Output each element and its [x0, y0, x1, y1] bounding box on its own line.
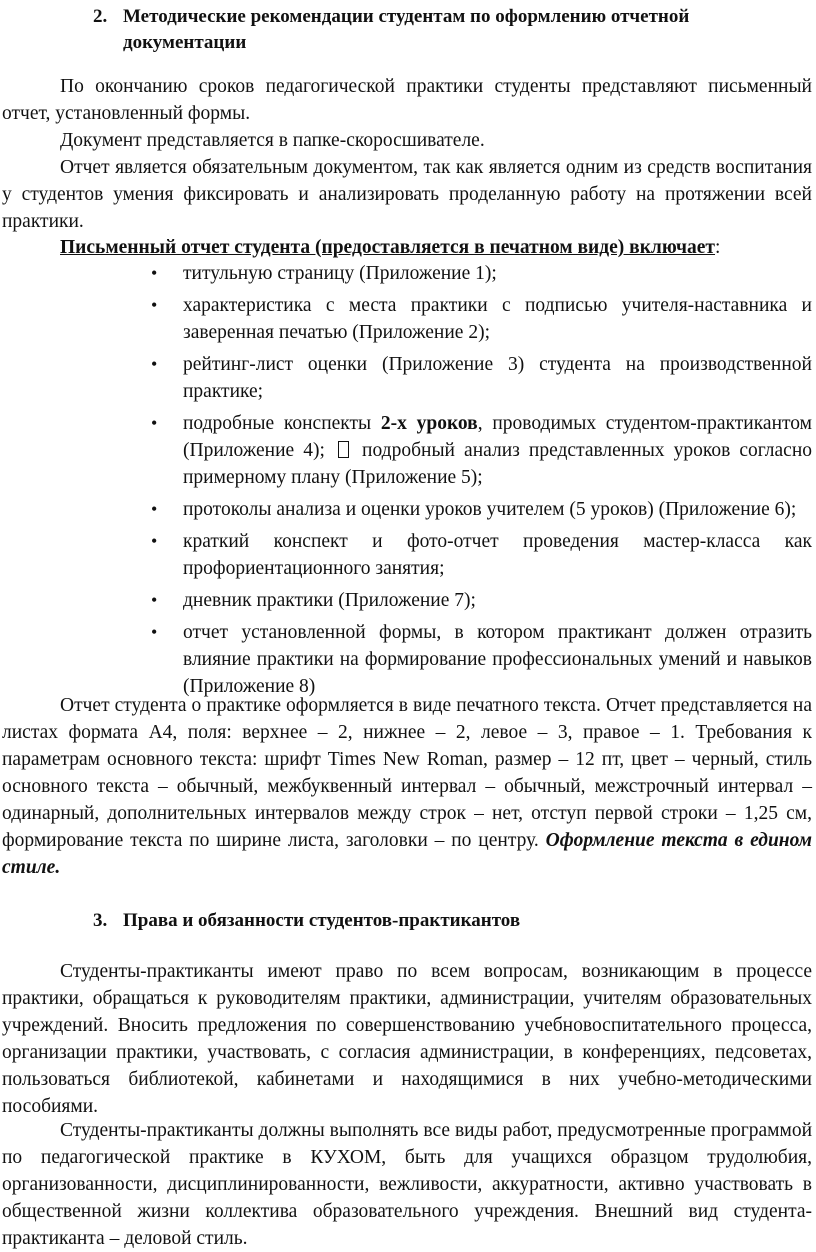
- list-item: [0, 410, 812, 491]
- list-item: [0, 528, 812, 582]
- missing-glyph-box-icon: [338, 441, 349, 458]
- bullet-icon: •: [151, 590, 158, 610]
- section-3-title: Права и обязанности студентов-практикантов: [123, 910, 521, 931]
- section-2-paragraph-4: [2, 692, 812, 881]
- section-2-paragraph-3: Отчет является обязательным документом, так как является одним из средств воспитания у студентов умения фиксировать и анализировать проделанную работу на протяжении всей практики.: [2, 157, 812, 232]
- section-3-paragraph-2: Студенты-практиканты должны выполнять все виды работ, предусмотренные программой по педагогической практике в КУХОМ, быть для учащихся образцом трудолюбия, организованности, дисциплинированности, вежливости, аккуратности, активно участвовать в общественной жизни коллектива образовательного учреждения. Внешний вид студента-практиканта – деловой стиль.: [2, 1120, 812, 1249]
- bullet-icon: •: [151, 295, 158, 315]
- list-item-text: характеристика с места практики с подписью учителя-наставника и заверенная печатью (Приложение 2);: [183, 295, 812, 343]
- list-item-text-pre: подробные конспекты: [183, 413, 381, 434]
- section-3-number: 3.: [93, 910, 108, 931]
- list-item-text-bold: 2-х уроков: [380, 413, 478, 434]
- bullet-icon: •: [151, 531, 158, 551]
- report-contents-intro-bold: Письменный отчет студента (предоставляется в печатном виде) включает: [60, 237, 716, 258]
- list-item-text: дневник практики (Приложение 7);: [183, 590, 476, 611]
- bullet-icon: •: [151, 499, 158, 519]
- report-contents-intro-colon: :: [715, 237, 721, 258]
- report-contents-intro: [2, 234, 812, 261]
- section-2-paragraph-2: Документ представляется в папке-скоросшивателе.: [60, 130, 485, 151]
- formatting-emphasis: Оформление текста в едином стиле.: [2, 830, 812, 878]
- list-item: [0, 351, 812, 405]
- section-3-heading: [93, 908, 783, 934]
- list-item-text: отчет установленной формы, в котором практикант должен отразить влияние практики на формирование профессиональных умений и навыков (Приложение 8): [183, 622, 812, 697]
- section-3-paragraph-1: Студенты-практиканты имеют право по всем вопросам, возникающим в процессе практики, обращаться к руководителям практики, администрации, учителям образовательных учреждений. Вносить предложения по совершенствованию учебновоспитательного процесса, организации практики, участвовать, с согласия администрации, в конференциях, педсоветах, пользоваться библиотекой, кабинетами и находящимися в них учебно-методическими пособиями.: [2, 961, 812, 1117]
- section-2-title: Методические рекомендации студентам по оформлению отчетной документации: [123, 6, 690, 53]
- list-item-text-post2: подробный анализ представленных уроков согласно примерному плану (Приложение 5);: [183, 440, 813, 488]
- list-item: [0, 292, 812, 346]
- list-item-text: протоколы анализа и оценки уроков учителем (5 уроков) (Приложение 6);: [183, 499, 797, 520]
- bullet-icon: •: [151, 413, 158, 433]
- section-2-heading: [93, 4, 783, 56]
- bullet-icon: •: [151, 354, 158, 374]
- list-item-text: титульную страницу (Приложение 1);: [183, 263, 497, 284]
- list-item: [0, 496, 812, 523]
- report-contents-list: [0, 260, 812, 705]
- section-2-paragraph-1: По окончанию сроков педагогической практики студенты представляют письменный отчет, установленный формы.: [2, 76, 812, 124]
- list-item: [0, 619, 812, 700]
- list-item-text-post: , проводимых студентом-практикантом (Приложение 4);: [183, 413, 812, 461]
- bullet-icon: •: [151, 263, 158, 283]
- list-item: [0, 587, 812, 614]
- list-item-text: рейтинг-лист оценки (Приложение 3) студента на производственной практике;: [183, 354, 812, 402]
- list-item-text: краткий конспект и фото-отчет проведения мастер-класса как профориентационного занятия;: [183, 531, 812, 579]
- formatting-requirements-text: Отчет студента о практике оформляется в виде печатного текста. Отчет представляется на листах формата А4, поля: верхнее – 2, нижнее – 2, левое – 3, правое – 1. Требования к параметрам основного текста: шрифт Times New Roman, размер – 12 пт, цвет – черный, стиль основного текста – обычный, межбуквенный интервал – обычный, межстрочный интервал – одинарный, дополнительных интервалов между строк – нет, отступ первой строки – 1,25 см, формирование текста по ширине листа, заголовки – по центру.: [2, 695, 812, 851]
- bullet-icon: •: [151, 622, 158, 642]
- section-2-number: 2.: [93, 6, 108, 27]
- list-item: [0, 260, 812, 287]
